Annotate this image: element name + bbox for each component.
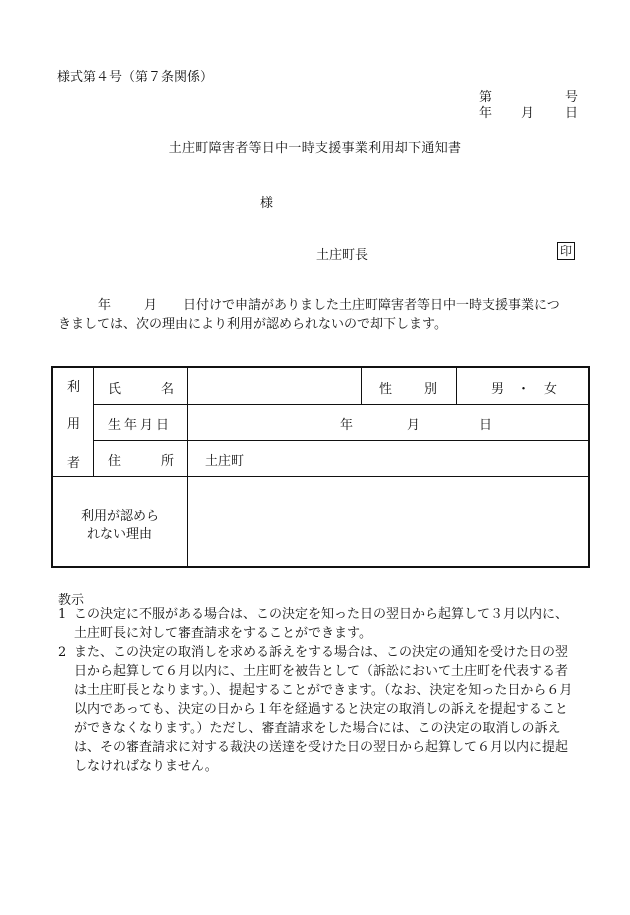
applicant-side-label-3: 者 — [67, 456, 81, 471]
notice-body-line-1 — [58, 296, 576, 315]
birth-date-year: 年 — [340, 418, 354, 433]
document-number-suffix: 号 — [565, 90, 579, 105]
reason-label-line-2: れない理由 — [87, 527, 153, 542]
birth-date-label: 生年月日 — [108, 418, 173, 433]
applicant-side-label-1: 利 — [67, 380, 81, 395]
addressee-honorific: 様 — [260, 196, 274, 211]
issue-date-year: 年 — [479, 106, 493, 121]
note-item-1-number: 1 — [58, 607, 67, 622]
body-date-year: 年 — [98, 298, 112, 313]
note-item-1 — [58, 605, 578, 643]
note-item-2 — [58, 643, 578, 776]
issuer-name: 土庄町長 — [316, 248, 369, 263]
note-item-1-text: この決定に不服がある場合は、この決定を知った日の翌日から起算して３月以内に、土庄町長に対して審査請求をすることができます。 — [74, 607, 569, 641]
sex-option-separator: ・ — [517, 382, 531, 397]
notice-body — [58, 296, 576, 334]
notice-body-line-2: きましては、次の理由により利用が認められないので却下します。 — [58, 317, 447, 332]
note-item-2-text: また、この決定の取消しを求める訴えをする場合は、この決定の通知を受けた日の翌日から起算して６月以内に、土庄町を被告として（訴訟において土庄町を代表する者は土庄町長となります。）、提起することができます。（なお、決定を知った日から６月以内であっても、決定の日から１年を経過すると決定の取消しの訴えを提起することができなくなります。）ただし、審査請求をした場合には、この決定の取消しの訴えは、その審査請求に対する裁決の送達を受けた日の翌日から起算して６月以内に提起しなければなりません。 — [74, 645, 573, 774]
sex-option-female: 女 — [544, 382, 558, 397]
body-date-month: 月 — [144, 298, 158, 313]
name-label-2: 名 — [161, 382, 175, 397]
birth-date-day: 日 — [479, 418, 493, 433]
applicant-side-label-2: 用 — [67, 417, 81, 432]
address-label-1: 住 — [108, 454, 122, 469]
issue-date-day: 日 — [565, 106, 579, 121]
body-date-tail: 日付けで申請がありました土庄町障害者等日中一時支援事業につ — [183, 298, 560, 313]
seal-mark: 印 — [557, 242, 575, 260]
notes-title: 教示 — [58, 593, 85, 608]
note-item-2-number: 2 — [58, 645, 67, 660]
sex-label-2: 別 — [424, 382, 438, 397]
address-value: 土庄町 — [205, 454, 245, 469]
reason-label-line-1: 利用が認めら — [81, 509, 160, 524]
issue-date-month: 月 — [521, 106, 535, 121]
document-title: 土庄町障害者等日中一時支援事業利用却下通知書 — [168, 141, 462, 156]
sex-option-male: 男 — [491, 382, 505, 397]
document-number-prefix: 第 — [479, 90, 493, 105]
address-label-2: 所 — [161, 454, 175, 469]
applicant-table — [51, 366, 590, 568]
name-label-1: 氏 — [108, 382, 122, 397]
sex-label-1: 性 — [379, 382, 393, 397]
form-number-label: 様式第４号（第７条関係） — [57, 70, 214, 85]
birth-date-month: 月 — [407, 418, 421, 433]
